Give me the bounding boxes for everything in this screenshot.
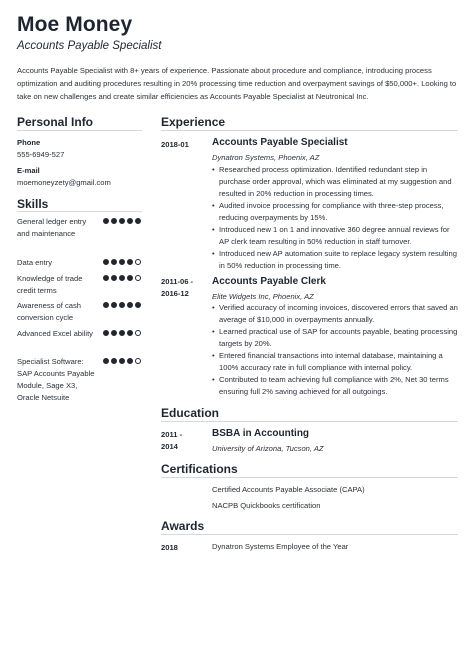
rating-dot-filled: [119, 259, 125, 265]
skill-rating: [103, 302, 141, 308]
rating-dot-filled: [111, 275, 117, 281]
candidate-role: Accounts Payable Specialist: [17, 40, 162, 52]
awards-heading: Awards: [161, 519, 205, 533]
job-bullet: • Contributed to team achieving full compliance with 2%, Net 30 terms ensuring full 2% saving achieved for all outgoings.: [212, 374, 458, 398]
skills-divider: [17, 211, 142, 212]
job-bullet: • Audited invoice processing for compliance with three-step process, reducing overpayments by 15%.: [212, 200, 458, 224]
rating-dot-filled: [135, 302, 141, 308]
rating-dot-filled: [111, 302, 117, 308]
job-bullets: [212, 302, 458, 398]
skill-name: Specialist Software: SAP Accounts Payable Module, Sage X3, Oracle Netsuite: [17, 357, 95, 402]
certification-item: NACPB Quickbooks certification: [212, 501, 321, 510]
rating-dot-filled: [119, 358, 125, 364]
rating-dot-filled: [127, 259, 133, 265]
email-value: moemoneyzety@gmail.com: [17, 178, 111, 187]
skill-name: General ledger entry and maintenance: [17, 217, 87, 238]
job-date: 2011-06 - 2016-12: [161, 277, 194, 298]
email-label: E-mail: [17, 166, 40, 175]
education-date: 2011 - 2014: [161, 430, 183, 451]
skill-name: Data entry: [17, 258, 53, 267]
summary-paragraph: Accounts Payable Specialist with 8+ years of experience. Passionate about procedure and compliance, introducing process optimization and auditing procedures resulting in 20% processing time reduction and overpayment savings of $50,000+. Looking to take on new challenges and create similar efficiencies as Accounts Payable Specialist at Neutronical Inc.: [17, 66, 457, 101]
rating-dot-filled: [103, 275, 109, 281]
award-text: Dynatron Systems Employee of the Year: [212, 542, 349, 551]
award-date: 2018: [161, 543, 178, 552]
rating-dot-filled: [119, 275, 125, 281]
skill-rating: [103, 275, 141, 281]
experience-heading: Experience: [161, 115, 226, 129]
job-bullet: • Introduced new AP automation suite to replace legacy system resulting in 50% reduction in processing time.: [212, 248, 458, 272]
job-title: Accounts Payable Clerk: [212, 276, 326, 287]
experience-divider: [161, 130, 458, 131]
certification-item: Certified Accounts Payable Associate (CAPA): [212, 485, 365, 494]
rating-dot-filled: [111, 330, 117, 336]
rating-dot-empty: [135, 358, 141, 364]
rating-dot-filled: [111, 259, 117, 265]
education-school: University of Arizona, Tucson, AZ: [212, 444, 324, 453]
rating-dot-filled: [119, 330, 125, 336]
job-bullet: • Learned practical use of SAP for accounts payable, beating processing targets by 20%.: [212, 326, 458, 350]
skill-rating: [103, 259, 141, 265]
certifications-divider: [161, 477, 458, 478]
candidate-name: Moe Money: [17, 13, 133, 36]
skill-name: Advanced Excel ability: [17, 329, 93, 338]
job-title: Accounts Payable Specialist: [212, 137, 348, 148]
rating-dot-filled: [127, 275, 133, 281]
rating-dot-filled: [119, 218, 125, 224]
education-divider: [161, 421, 458, 422]
skill-rating: [103, 358, 141, 364]
rating-dot-empty: [135, 259, 141, 265]
education-degree: BSBA in Accounting: [212, 428, 310, 439]
education-heading: Education: [161, 406, 220, 420]
rating-dot-filled: [103, 302, 109, 308]
job-bullet: • Entered financial transactions into internal database, maintaining a 100% accuracy rate in full compliance with internal policy.: [212, 350, 458, 374]
certifications-heading: Certifications: [161, 462, 238, 476]
rating-dot-filled: [127, 330, 133, 336]
rating-dot-filled: [127, 302, 133, 308]
rating-dot-filled: [103, 330, 109, 336]
rating-dot-filled: [111, 358, 117, 364]
phone-label: Phone: [17, 138, 41, 147]
rating-dot-empty: [135, 275, 141, 281]
phone-value: 555-6949-527: [17, 150, 65, 159]
rating-dot-filled: [103, 218, 109, 224]
rating-dot-filled: [103, 259, 109, 265]
rating-dot-filled: [103, 358, 109, 364]
awards-divider: [161, 534, 458, 535]
skill-name: Awareness of cash conversion cycle: [17, 301, 82, 322]
skill-rating: [103, 218, 141, 224]
job-company: Dynatron Systems, Phoenix, AZ: [212, 153, 320, 162]
job-date: 2018-01: [161, 140, 189, 149]
job-bullet: • Introduced new 1 on 1 and innovative 360 degree annual reviews for AP clerk team resulting in 50% reduction in staff turnover.: [212, 224, 458, 248]
rating-dot-filled: [111, 218, 117, 224]
rating-dot-empty: [135, 330, 141, 336]
skills-heading: Skills: [17, 197, 49, 211]
rating-dot-filled: [119, 302, 125, 308]
skill-rating: [103, 330, 141, 336]
job-bullet: • Verified accuracy of incoming invoices, discovered errors that saved an average of $10,000 in overpayments annually.: [212, 302, 458, 326]
personal-info-heading: Personal Info: [17, 115, 94, 129]
personal-info-divider: [17, 130, 142, 131]
rating-dot-filled: [135, 218, 141, 224]
rating-dot-filled: [127, 358, 133, 364]
skill-name: Knowledge of trade credit terms: [17, 274, 83, 295]
job-bullet: • Researched process optimization. Identified redundant step in purchase order approval, which was eliminated at my suggestion and resulted in 20% reduction in processing times.: [212, 164, 458, 200]
rating-dot-filled: [127, 218, 133, 224]
job-company: Elite Widgets Inc, Phoenix, AZ: [212, 292, 314, 301]
job-bullets: [212, 164, 458, 272]
